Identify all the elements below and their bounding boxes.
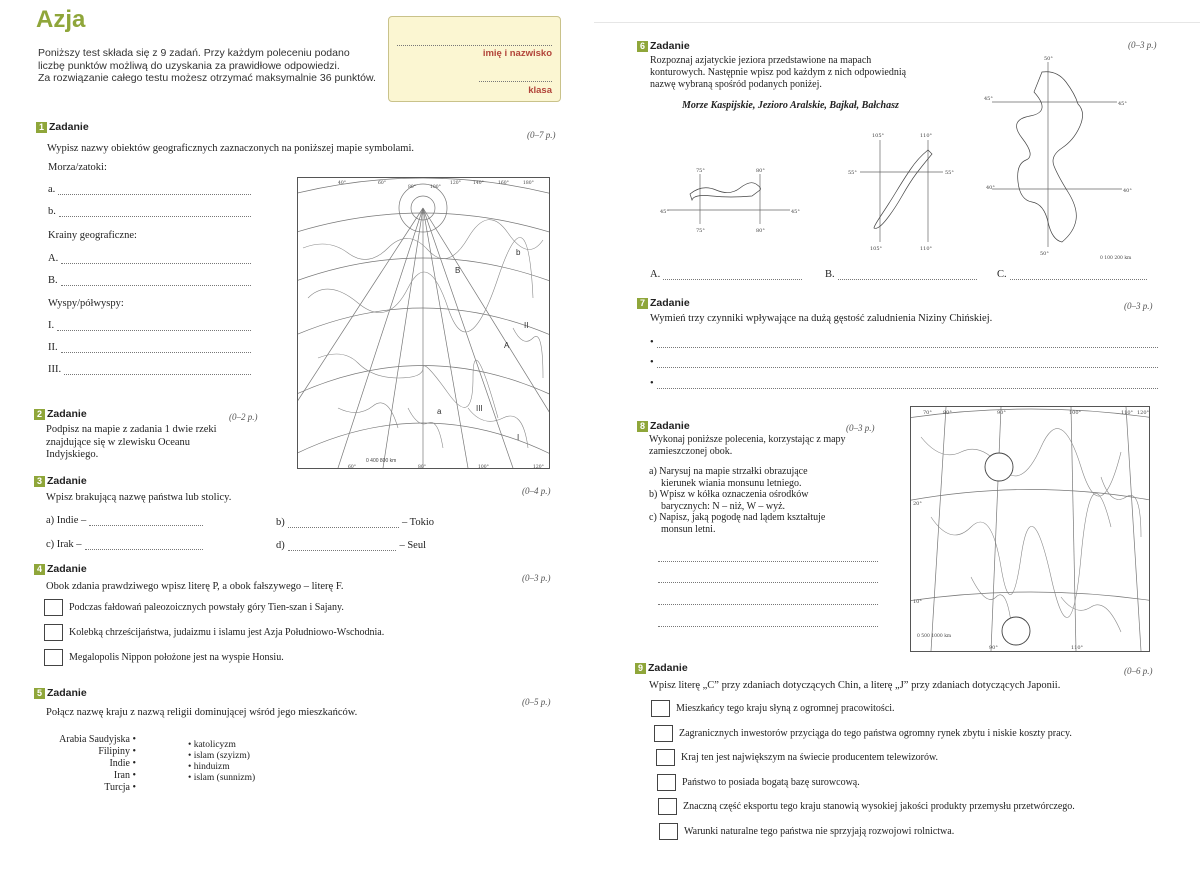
map-tick: 110° [1071, 645, 1084, 651]
answer-A[interactable] [48, 253, 251, 264]
text-line: nazwę wybraną spośród podanych poniżej. [650, 79, 822, 90]
test-intro [38, 47, 378, 85]
field-label: a. [48, 184, 56, 195]
answer-7-3[interactable] [650, 378, 1158, 389]
field-label: B. [48, 275, 58, 286]
task-9-heading [635, 662, 688, 674]
answer-box[interactable] [651, 700, 670, 717]
text-line: konturowych. Następnie wpisz pod każdym z nich odpowiednią [650, 67, 907, 78]
field-label: II. [48, 342, 58, 353]
map-tick: 80° [756, 168, 765, 174]
answer-7-2[interactable] [650, 357, 1158, 368]
task-number: 6 [637, 41, 648, 52]
answer-6C[interactable] [997, 269, 1147, 280]
answer-8-line[interactable] [658, 561, 878, 562]
bullet: • [650, 378, 654, 389]
answer-I[interactable] [48, 320, 251, 331]
statement-text: Kolebką chrześcijaństwa, judaizmu i islamu jest Azja Południowo-Wschodnia. [69, 627, 385, 638]
task-9-points: (0–6 p.) [1124, 666, 1153, 676]
task-label: Zadanie [47, 687, 87, 699]
map-tick: 100° [1069, 410, 1082, 416]
answer-3c[interactable] [46, 539, 203, 550]
map-tick: 10° [913, 599, 922, 605]
religion-item[interactable]: • katolicyzm [188, 740, 236, 750]
lake-map-c [982, 52, 1164, 264]
section-seas: Morza/zatoki: [48, 162, 107, 173]
map-tick: 50° [1044, 56, 1053, 62]
task-2-heading [34, 408, 87, 420]
religion-list [188, 740, 255, 784]
task-5-instruction: Połącz nazwę kraju z nazwą religii dominującej wśród jego mieszkańców. [46, 707, 358, 718]
tf-statement [44, 624, 384, 641]
answer-8-line[interactable] [658, 604, 878, 605]
step-line: monsun letni. [661, 523, 716, 535]
task-1-instruction: Wypisz nazwy obiektów geograficznych zaznaczonych na poniższej mapie symbolami. [47, 143, 415, 154]
answer-7-1[interactable] [650, 337, 1158, 348]
religion-item[interactable]: • islam (sunnizm) [188, 773, 256, 783]
name-label: imię i nazwisko [482, 48, 552, 59]
map-label: A [504, 341, 510, 350]
answer-box[interactable] [659, 823, 678, 840]
task-4-points: (0–3 p.) [522, 573, 551, 583]
answer-box[interactable] [656, 749, 675, 766]
map-tick: 110° [920, 246, 933, 252]
map-tick: 45° [791, 209, 800, 215]
task-label: Zadanie [47, 563, 87, 575]
cj-statement [654, 725, 1072, 742]
map-tick: 45° [1118, 101, 1127, 107]
map-label: III [476, 404, 483, 413]
task-5-heading [34, 687, 87, 699]
country-list [36, 734, 136, 794]
map-tick: 45° [660, 209, 669, 215]
lake-map-b [848, 130, 963, 252]
task-7-points: (0–3 p.) [1124, 301, 1153, 311]
step-line: c) Napisz, jaką pogodę nad lądem kształtuje [649, 512, 826, 523]
task-6-instruction [650, 55, 906, 91]
map-tick: 110° [920, 133, 933, 139]
step-line: kierunek wiania monsunu letniego. [661, 477, 802, 489]
text-line: Indyjskiego. [46, 449, 99, 460]
map-tick: 70° [923, 410, 932, 416]
map-tick: 90° [997, 410, 1006, 416]
statement-text: Państwo to posiada bogatą bazę surowcową. [682, 777, 860, 788]
step-line: b) Wpisz w kółka oznaczenia ośrodków [649, 489, 809, 500]
map-tick: 80° [756, 228, 765, 234]
answer-II[interactable] [48, 342, 251, 353]
field-label: b) [276, 517, 285, 528]
task-9-instruction: Wpisz literę „C” przy zdaniach dotyczących Chin, a literę „J” przy zdaniach dotyczących Japonii. [649, 680, 1061, 691]
map-tick: 90° [989, 645, 998, 651]
map-tick: 55° [848, 170, 857, 176]
bullet: • [650, 357, 654, 368]
map-label: B [455, 266, 461, 275]
answer-B[interactable] [48, 275, 251, 286]
lake-map-a [660, 162, 805, 234]
statement-text: Znaczną część eksportu tego kraju stanowią wysokiej jakości produkty przemysłu przetwórczego. [683, 801, 1075, 812]
map-tick: 60° [378, 181, 386, 186]
task-4-instruction: Obok zdania prawdziwego wpisz literę P, a obok fałszywego – literę F. [46, 581, 344, 592]
answer-box[interactable] [654, 725, 673, 742]
text-line: Podpisz na mapie z zadania 1 dwie rzeki [46, 424, 217, 435]
task-8-heading [637, 420, 690, 432]
cj-statement [656, 749, 938, 766]
name-field[interactable] [397, 45, 552, 46]
map-graphic [911, 407, 1149, 651]
task-label: Zadanie [47, 475, 87, 487]
answer-box[interactable] [657, 774, 676, 791]
task-number: 2 [34, 409, 45, 420]
task-6-heading [637, 40, 690, 52]
field-label: III. [48, 364, 62, 375]
answer-6B[interactable] [825, 269, 977, 280]
pressure-circle-bottom[interactable] [1002, 617, 1030, 645]
map-scale: 0 500 1000 km [917, 634, 952, 639]
statement-text: Mieszkańcy tego kraju słyną z ogromnej pracowitości. [676, 703, 895, 714]
task-8-instruction [649, 434, 846, 457]
task-label: Zadanie [650, 297, 690, 309]
text-line: zamieszczonej obok. [649, 445, 733, 457]
cj-statement [657, 774, 860, 791]
asia-contour-map [297, 177, 550, 469]
task-8-points: (0–3 p.) [846, 423, 875, 433]
class-label: klasa [528, 85, 552, 96]
map-tick: 80° [408, 185, 416, 190]
map-tick: 75° [696, 168, 705, 174]
map-tick: 45° [984, 96, 993, 102]
monsoon-map [910, 406, 1150, 652]
map-tick: 160° [498, 181, 509, 186]
answer-6A[interactable] [650, 269, 802, 280]
map-tick: 100° [430, 185, 441, 190]
map-scale: 0 400 800 km [366, 458, 397, 464]
map-tick: 50° [1040, 251, 1049, 257]
text-line: znajdujące się w zlewisku Oceanu [46, 436, 191, 448]
student-info-box [388, 16, 561, 102]
answer-3d[interactable] [276, 540, 426, 551]
tf-statement [44, 649, 284, 666]
answer-3b[interactable] [276, 517, 434, 528]
field-label: I. [48, 320, 55, 331]
task-number: 1 [36, 122, 47, 133]
answer-box[interactable] [658, 798, 677, 815]
text-line: Wykonaj poniższe polecenia, korzystając z mapy [649, 434, 846, 445]
task-number: 7 [637, 298, 648, 309]
map-label: II [524, 321, 529, 330]
country-item[interactable]: Iran • [113, 770, 136, 781]
statement-text: Zagranicznych inwestorów przyciąga do tego państwa ogromny rynek zbytu i niskie koszty pracy. [679, 728, 1072, 739]
task-3-heading [34, 475, 87, 487]
intro-line: Za rozwiązanie całego testu możesz otrzymać maksymalnie 36 punktów. [38, 72, 376, 84]
map-tick: 20° [913, 501, 922, 507]
map-tick: 40° [1123, 188, 1132, 194]
field-label: d) [276, 540, 285, 551]
statement-text: Podczas fałdowań paleozoicznych powstały góry Tien-szan i Sajany. [69, 602, 344, 613]
field-label: B. [825, 269, 835, 280]
text-line: Rozpoznaj azjatyckie jeziora przedstawione na mapach [650, 55, 872, 66]
page-title: Azja [36, 6, 86, 33]
cj-statement [651, 700, 895, 717]
tf-statement [44, 599, 344, 616]
answer-III[interactable] [48, 364, 251, 375]
task-7-instruction: Wymień trzy czynniki wpływające na dużą gęstość zaludnienia Niziny Chińskiej. [650, 313, 993, 324]
map-label: b [516, 248, 521, 257]
map-tick: 40° [986, 185, 995, 191]
task-label: Zadanie [47, 408, 87, 420]
map-tick: 120° [533, 465, 544, 468]
statement-text: Kraj ten jest największym na świecie producentem telewizorów. [681, 752, 939, 763]
religion-item[interactable]: • hinduizm [188, 762, 230, 772]
country-item[interactable]: Arabia Saudyjska • [59, 734, 136, 745]
cj-statement [658, 798, 1075, 815]
field-tail: – Tokio [401, 517, 434, 528]
map-label: a [437, 407, 442, 416]
statement-text: Warunki naturalne tego państwa nie sprzyjają rozwojowi rolnictwa. [684, 826, 955, 837]
field-label: b. [48, 206, 56, 217]
field-label: A. [48, 253, 59, 264]
map-tick: 40° [338, 181, 346, 186]
task-label: Zadanie [49, 121, 89, 133]
task-8-steps [649, 466, 825, 535]
section-regions: Krainy geograficzne: [48, 230, 137, 241]
intro-line: liczbę punktów możliwą do uzyskania za prawidłowe odpowiedzi. [38, 59, 340, 72]
task-number: 3 [34, 476, 45, 487]
task-2-instruction [46, 424, 286, 462]
map-tick: 110° [1121, 410, 1134, 416]
country-item[interactable]: Filipiny • [98, 746, 136, 757]
answer-box[interactable] [44, 649, 63, 666]
step-line: barycznych: N – niż, W – wyż. [661, 500, 786, 512]
map-tick: 180° [523, 181, 534, 186]
answer-8-line[interactable] [658, 582, 878, 583]
task-label: Zadanie [650, 420, 690, 432]
task-number: 5 [34, 688, 45, 699]
section-islands: Wyspy/półwyspy: [48, 298, 124, 309]
map-tick: 80° [418, 465, 426, 468]
task-3-instruction: Wpisz brakującą nazwę państwa lub stolicy. [46, 492, 232, 503]
answer-b[interactable] [48, 206, 251, 217]
field-label: c) Irak – [46, 539, 82, 550]
task-7-heading [637, 297, 690, 309]
statement-text: Megalopolis Nippon położone jest na wyspie Honsiu. [69, 652, 284, 663]
map-tick: 120° [450, 181, 461, 186]
map-graphic [298, 178, 549, 468]
intro-line: Poniższy test składa się z 9 zadań. Przy każdym poleceniu podano [38, 47, 350, 59]
country-item[interactable]: Turcja • [104, 782, 136, 793]
religion-item[interactable]: • islam (szyizm) [188, 751, 250, 761]
task-label: Zadanie [648, 662, 688, 674]
task-3-points: (0–4 p.) [522, 486, 551, 496]
map-tick: 140° [473, 181, 484, 186]
page-top-edge [594, 22, 1200, 23]
task-label: Zadanie [650, 40, 690, 52]
answer-3a[interactable] [46, 515, 203, 526]
map-label: I [517, 433, 520, 442]
class-field[interactable] [479, 81, 552, 82]
answer-a[interactable] [48, 184, 251, 195]
field-label: A. [650, 269, 661, 280]
map-tick: 120° [1137, 410, 1149, 416]
task-1-points: (0–7 p.) [527, 130, 556, 140]
task-2-points: (0–2 p.) [229, 412, 258, 422]
map-scale: 0 100 200 km [1100, 256, 1132, 261]
bullet: • [650, 337, 654, 348]
map-tick: 80° [943, 410, 952, 416]
task-4-heading [34, 563, 87, 575]
map-tick: 100° [478, 465, 489, 468]
field-label: a) Indie – [46, 515, 87, 526]
map-tick: 75° [696, 228, 705, 234]
task-number: 8 [637, 421, 648, 432]
task-6-points: (0–3 p.) [1128, 40, 1157, 50]
country-item[interactable]: Indie • [109, 758, 136, 769]
map-tick: 55° [945, 170, 954, 176]
task-1-heading [36, 121, 89, 133]
map-tick: 105° [870, 246, 883, 252]
answer-box[interactable] [44, 624, 63, 641]
map-tick: 60° [348, 465, 356, 468]
map-tick: 105° [872, 133, 885, 139]
lake-options: Morze Kaspijskie, Jezioro Aralskie, Bajkał, Bałchasz [682, 100, 899, 111]
field-label: C. [997, 269, 1007, 280]
cj-statement [659, 823, 954, 840]
task-5-points: (0–5 p.) [522, 697, 551, 707]
answer-box[interactable] [44, 599, 63, 616]
task-number: 9 [635, 663, 646, 674]
task-number: 4 [34, 564, 45, 575]
pressure-circle-top[interactable] [985, 453, 1013, 481]
step-line: a) Narysuj na mapie strzałki obrazujące [649, 466, 808, 477]
answer-8-line[interactable] [658, 626, 878, 627]
field-tail: – Seul [399, 540, 426, 551]
